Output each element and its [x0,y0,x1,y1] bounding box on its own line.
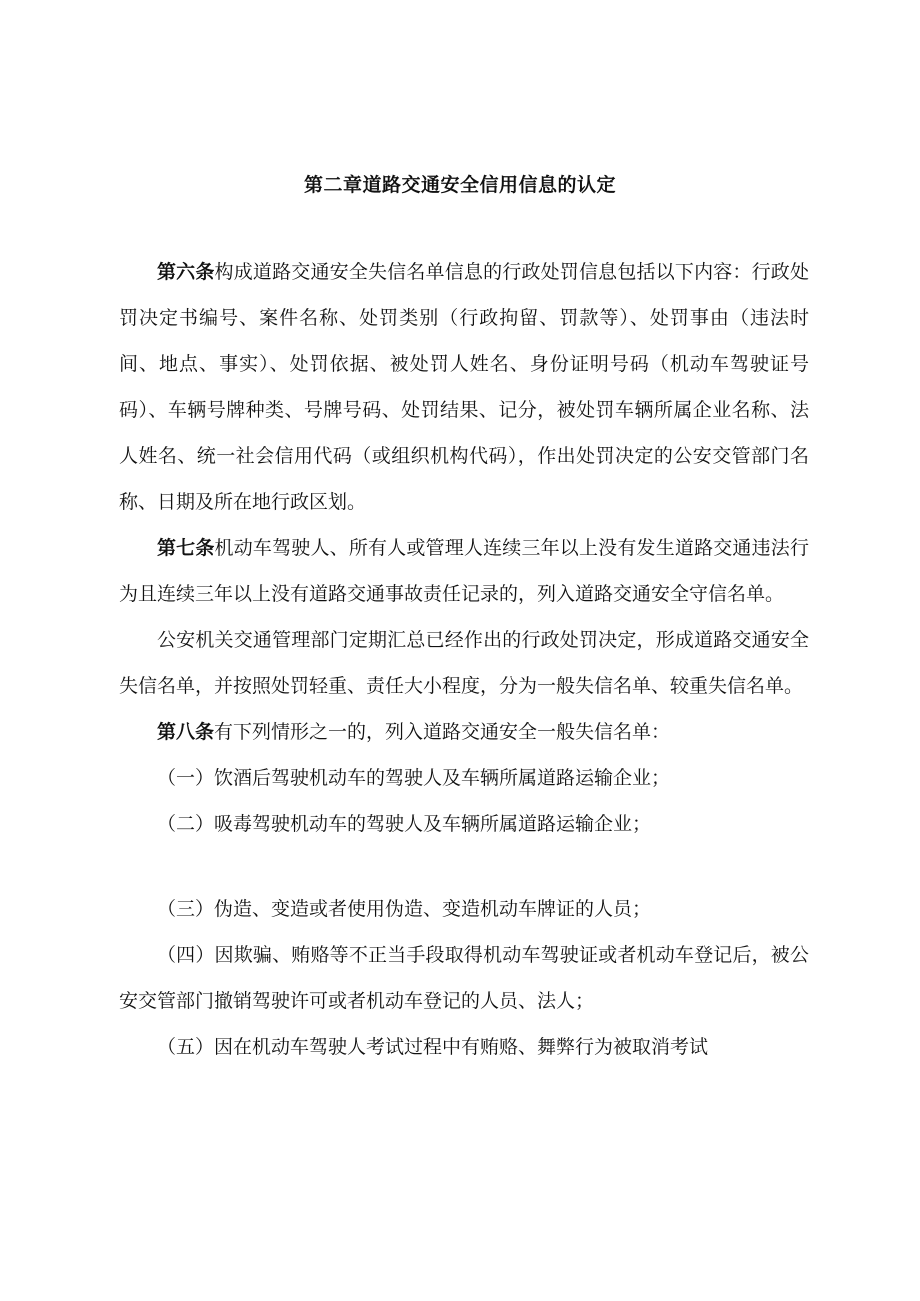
article-8-item-1: （一）饮酒后驾驶机动车的驾驶人及车辆所属道路运输企业； [157,767,671,789]
article-8-text: 有下列情形之一的，列入道路交通安全一般失信名单： [214,721,671,743]
document-body [119,249,809,1070]
blank-gap [119,847,809,886]
article-8-item-2: （二）吸毒驾驶机动车的驾驶人及车辆所属道路运输企业； [157,813,652,835]
article-8-label: 第八条 [157,721,215,743]
article-6-paragraph [119,249,809,525]
article-8-item-3: （三）伪造、变造或者使用伪造、变造机动车牌证的人员； [157,898,652,920]
chapter-title: 第二章道路交通安全信用信息的认定 [303,174,616,196]
article-7-paragraph [119,525,809,617]
article-8-item-4: （四）因欺骗、贿赂等不正当手段取得机动车驾驶证或者机动车登记后，被公安交管部门撤销驾驶许可或者机动车登记的人员、法人； [119,944,809,1012]
article-8-item-5: （五）因在机动车驾驶人考试过程中有贿赂、舞弊行为被取消考试 [157,1036,709,1058]
article-7-label: 第七条 [157,537,215,559]
article-8-paragraph [119,709,809,755]
article-6-text: 构成道路交通安全失信名单信息的行政处罚信息包括以下内容：行政处罚决定书编号、案件名称、处罚类别（行政拘留、罚款等）、处罚事由（违法时间、地点、事实）、处罚依据、被处罚人姓名、身份证明号码（机动车驾驶证号码）、车辆号牌种类、号牌号码、处罚结果、记分，被处罚车辆所属企业名称、法人姓名、统一社会信用代码（或组织机构代码），作出处罚决定的公安交管部门名称、日期及所在地行政区划。 [119,261,809,513]
article-7-continuation: 公安机关交通管理部门定期汇总已经作出的行政处罚决定，形成道路交通安全失信名单，并按照处罚轻重、责任大小程度，分为一般失信名单、较重失信名单。 [119,629,809,697]
article-7-text: 机动车驾驶人、所有人或管理人连续三年以上没有发生道路交通违法行为且连续三年以上没有道路交通事故责任记录的，列入道路交通安全守信名单。 [119,537,809,605]
article-6-label: 第六条 [157,261,215,283]
